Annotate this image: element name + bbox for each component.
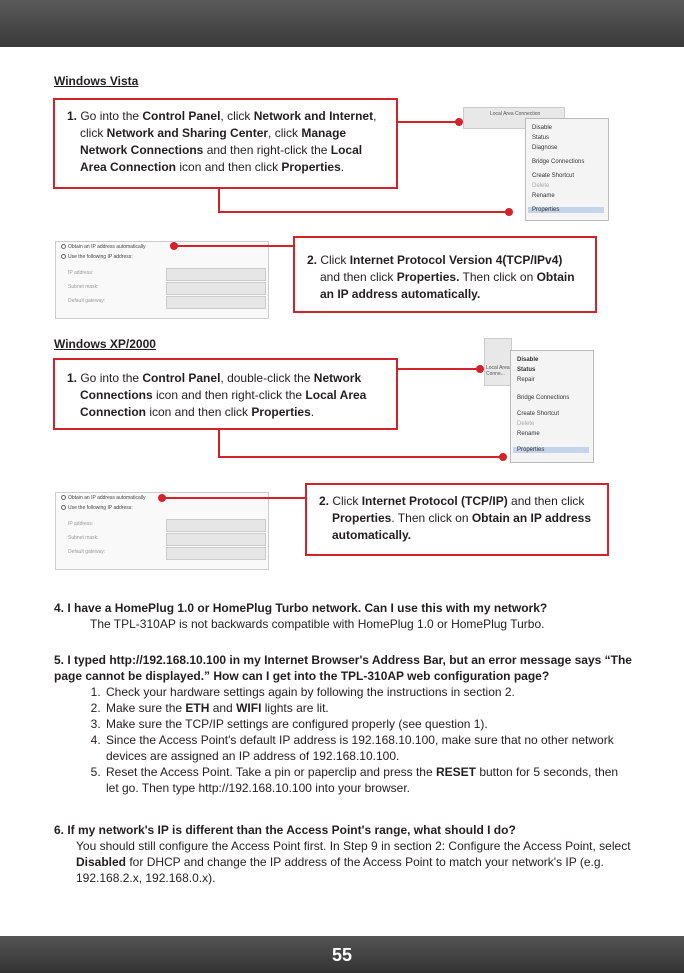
xp-heading: Windows XP/2000 bbox=[54, 337, 156, 351]
faq-question-4 bbox=[54, 600, 634, 632]
menu-item: Bridge Connections bbox=[517, 395, 570, 401]
xp-ip-connector bbox=[164, 497, 306, 499]
question-4-text: 4. I have a HomePlug 1.0 or HomePlug Turbo network. Can I use this with my network? bbox=[54, 601, 548, 615]
faq-question-6 bbox=[54, 822, 634, 886]
xp-connector-down bbox=[218, 429, 220, 457]
vista-connector-down bbox=[218, 188, 220, 212]
xp-connection-icon: Local Area Conne... bbox=[484, 338, 512, 386]
xp-connector-dot bbox=[476, 365, 484, 373]
vista-connection-icon: Local Area Connection bbox=[463, 107, 565, 129]
faq-question-5 bbox=[54, 652, 634, 796]
xp-ip-settings: Obtain an IP address automatically Use the following IP address: IP address: Subnet mask: Default gateway: bbox=[55, 492, 269, 570]
vista-context-menu bbox=[525, 118, 609, 221]
xp-connector-top bbox=[397, 368, 479, 370]
list-item: 1. Check your hardware settings again by following the instructions in section 2. bbox=[104, 684, 634, 700]
menu-item: Create Shortcut bbox=[532, 173, 575, 179]
answer-5-list bbox=[54, 684, 634, 796]
menu-item-properties: Properties bbox=[513, 447, 589, 453]
xp-step1-callout: 1. Go into the Control Panel, double-click the Network Connections icon and then right-click the Local Area Connection icon and then click Properties. bbox=[53, 358, 398, 430]
xp-connector-bottom bbox=[218, 456, 504, 458]
menu-item-properties: Properties bbox=[528, 207, 604, 213]
header-bar bbox=[0, 0, 684, 47]
menu-item: Disable bbox=[532, 125, 553, 131]
menu-item: Rename bbox=[517, 431, 540, 437]
menu-item: Diagnose bbox=[532, 145, 558, 151]
menu-item: Status bbox=[517, 367, 536, 373]
question-5-text: 5. I typed http://192.168.10.100 in my Internet Browser's Address Bar, but an error message says “The page cannot be displayed.” How can I get into the TPL-310AP web configuration page? bbox=[54, 653, 632, 683]
menu-item: Create Shortcut bbox=[517, 411, 560, 417]
menu-item: Repair bbox=[517, 377, 535, 383]
menu-item: Disable bbox=[517, 357, 539, 363]
xp-properties-dot bbox=[499, 453, 507, 461]
page-number: 55 bbox=[331, 945, 353, 965]
vista-step1-callout: 1. Go into the Control Panel, click Network and Internet, click Network and Sharing Center, click Manage Network Connections and then right-click the Local Area Connection icon and then click Properties. bbox=[53, 98, 398, 189]
menu-item: Bridge Connections bbox=[532, 159, 585, 165]
vista-connector-top bbox=[397, 121, 459, 123]
menu-item: Delete bbox=[532, 183, 550, 189]
vista-connector-dot bbox=[455, 118, 463, 126]
menu-item: Status bbox=[532, 135, 550, 141]
list-item: 5. Reset the Access Point. Take a pin or paperclip and press the RESET button for 5 seconds, then let go. Then type http://192.168.10.100 into your browser. bbox=[104, 764, 634, 796]
list-item: 4. Since the Access Point's default IP address is 192.168.10.100, make sure that no other network devices are assigned an IP address of 192.168.10.100. bbox=[104, 732, 634, 764]
menu-item: Rename bbox=[532, 193, 555, 199]
answer-4-text: The TPL-310AP is not backwards compatible with HomePlug 1.0 or HomePlug Turbo. bbox=[90, 617, 545, 631]
xp-context-menu bbox=[510, 350, 594, 463]
vista-ip-settings: Obtain an IP address automatically Use the following IP address: IP address: Subnet mask: Default gateway: bbox=[55, 241, 269, 319]
question-6-text: 6. If my network's IP is different than the Access Point's range, what should I do? bbox=[54, 823, 516, 837]
vista-heading: Windows Vista bbox=[54, 74, 139, 88]
answer-6-text: You should still configure the Access Point first. In Step 9 in section 2: Configure the Access Point, select Disabled for DHCP and change the IP address of the Access Point to match your network's IP (e.g. 192.168.2.x, 192.168.0.x). bbox=[76, 839, 631, 885]
menu-item: Delete bbox=[517, 421, 535, 427]
list-item: 3. Make sure the TCP/IP settings are configured properly (see question 1). bbox=[104, 716, 634, 732]
vista-connector-bottom bbox=[218, 211, 510, 213]
vista-step2-callout: 2. Click Internet Protocol Version 4(TCP/IPv4) and then click Properties. Then click on Obtain an IP address automatically. bbox=[293, 236, 597, 313]
list-item: 2. Make sure the ETH and WIFI lights are lit. bbox=[104, 700, 634, 716]
xp-step2-callout: 2. Click Internet Protocol (TCP/IP) and then click Properties. Then click on Obtain an IP address automatically. bbox=[305, 483, 609, 556]
vista-properties-dot bbox=[505, 208, 513, 216]
vista-ip-connector bbox=[176, 245, 294, 247]
